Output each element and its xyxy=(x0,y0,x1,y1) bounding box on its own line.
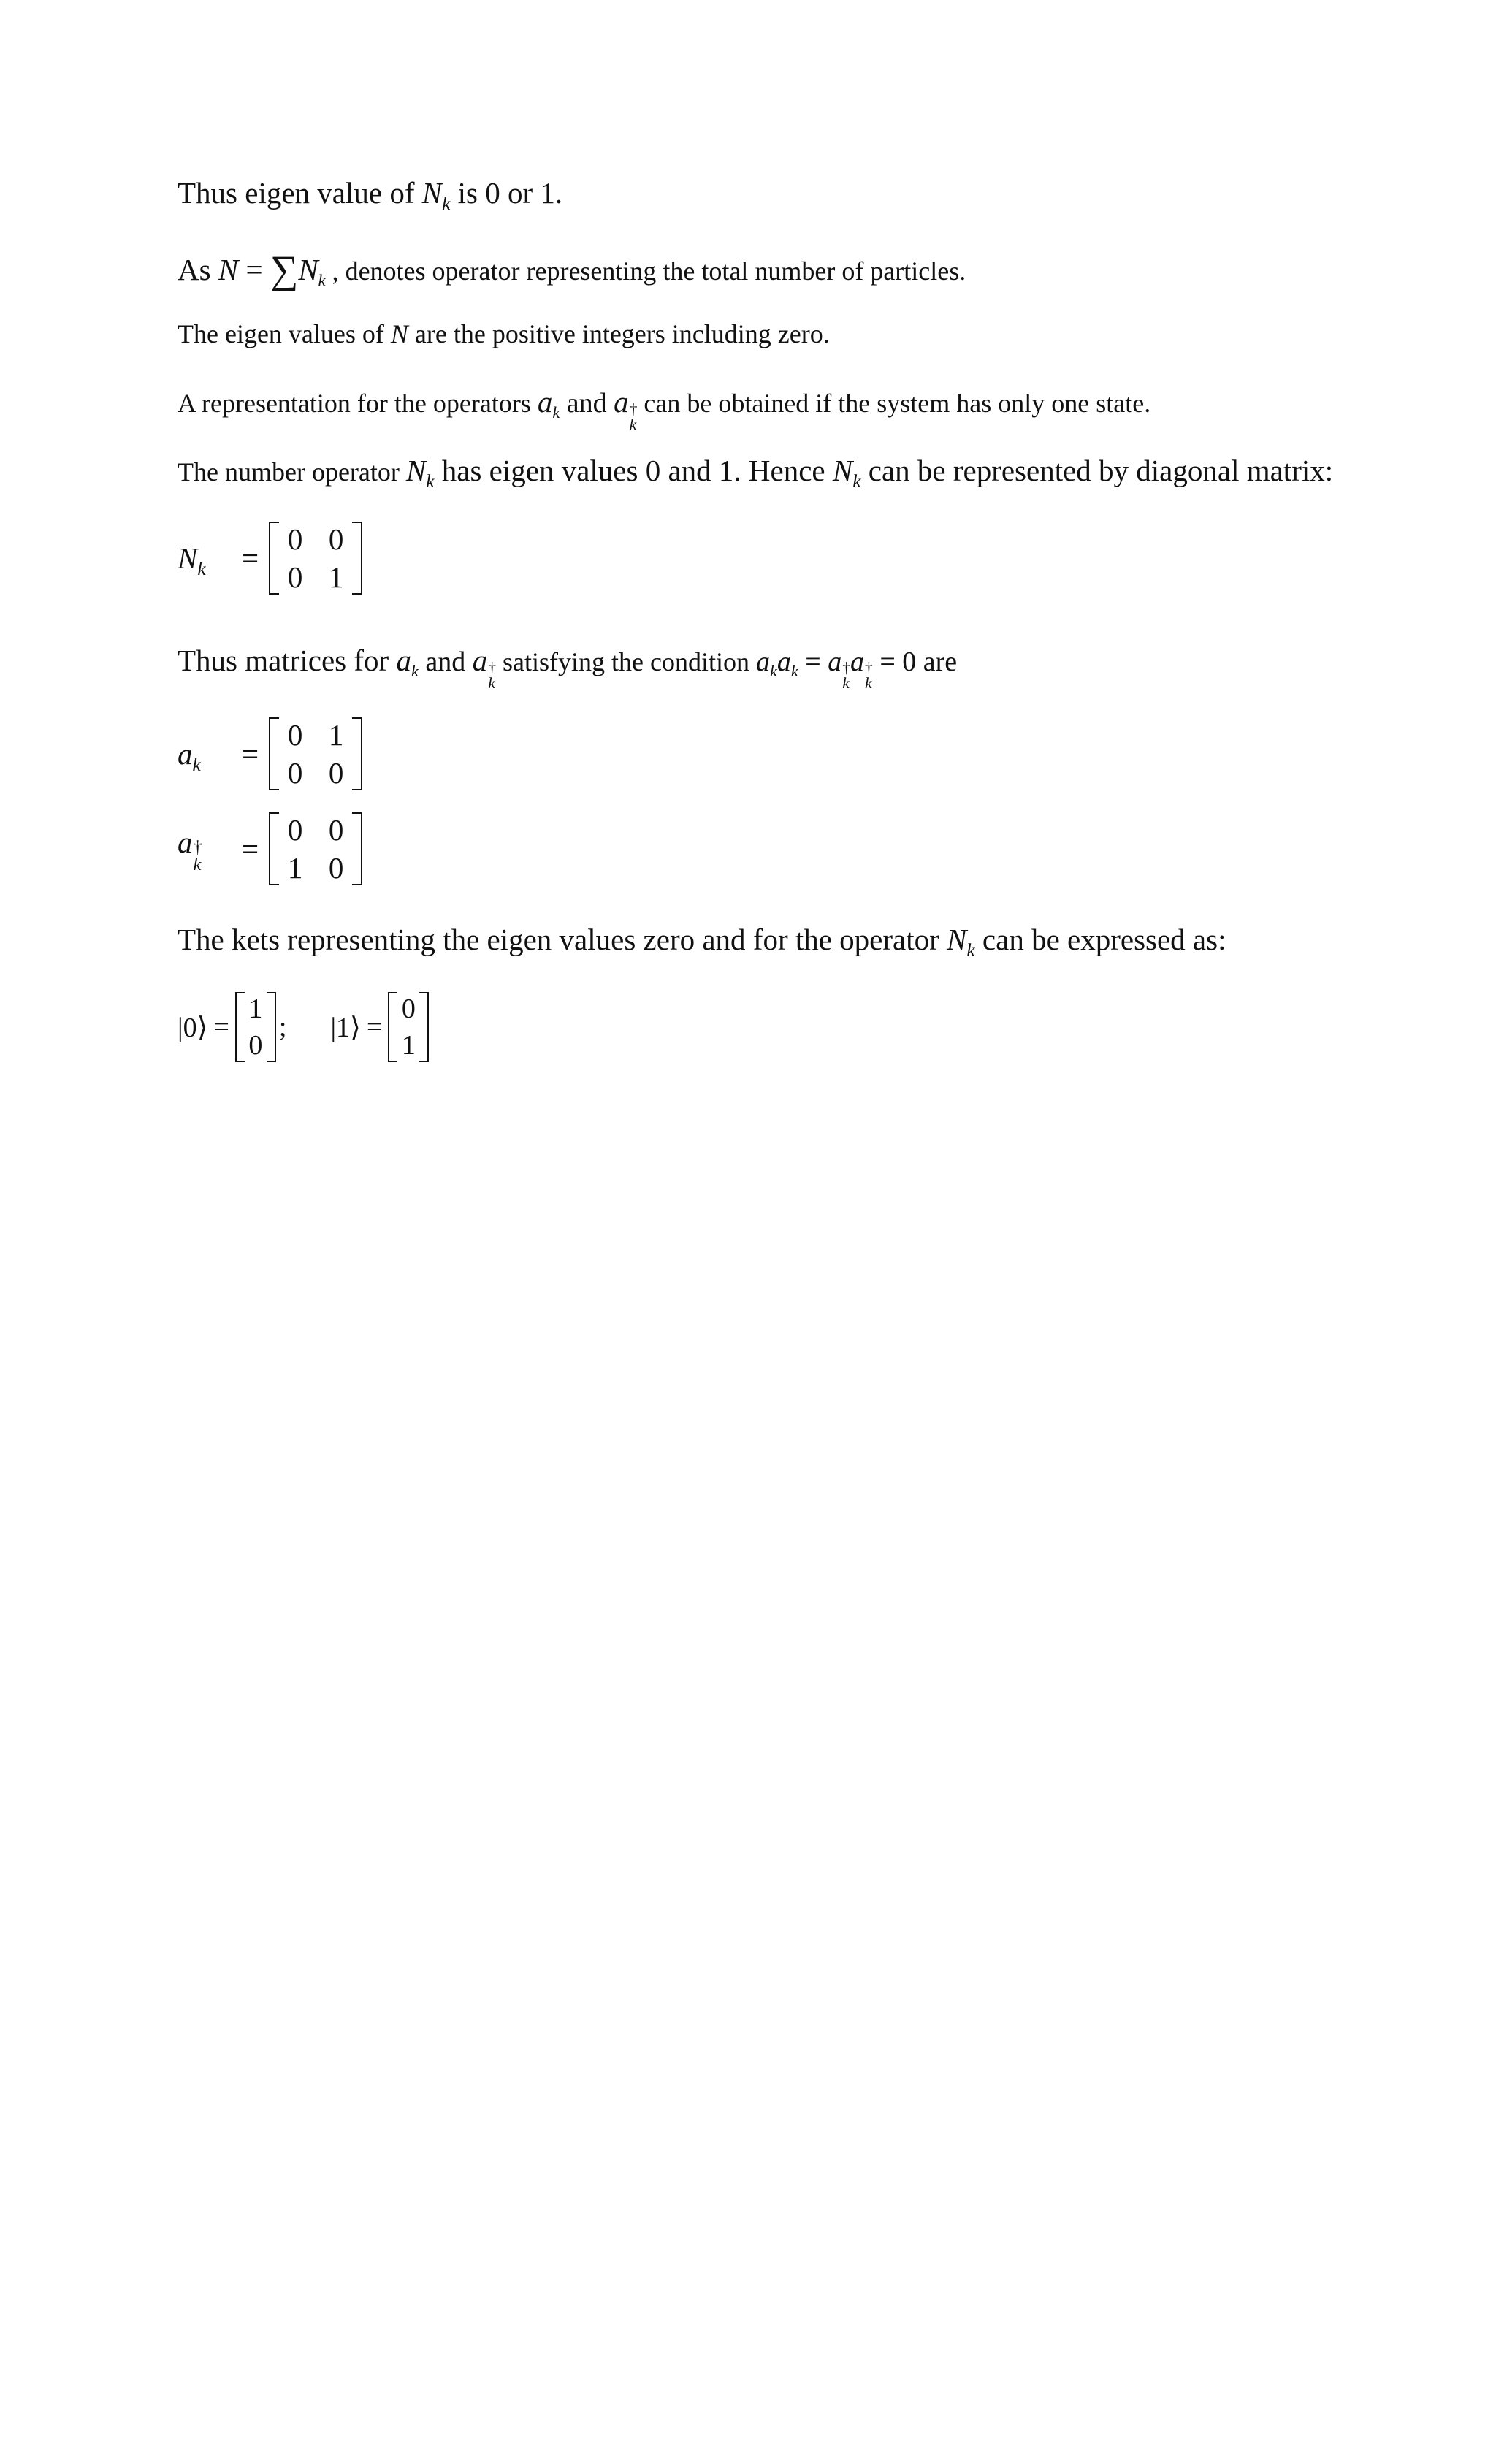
symbol-n: N xyxy=(421,176,443,210)
ket-zero: |0⟩ xyxy=(178,1012,208,1043)
dagger-k-script xyxy=(865,660,873,690)
matrix-ak xyxy=(269,716,362,792)
symbol-n: N xyxy=(218,253,239,286)
dagger-k-script xyxy=(630,402,638,432)
matrix-cell: 0 xyxy=(328,851,344,885)
text-span: , denotes operator representing the total number of particles. xyxy=(325,256,966,286)
text-span: is 0 or 1. xyxy=(450,176,563,210)
text-span: The eigen values of xyxy=(178,319,391,348)
vector-ket-one xyxy=(388,991,429,1064)
matrix-cell: 1 xyxy=(328,560,344,594)
matrix-nk xyxy=(269,520,362,596)
subscript-k: k xyxy=(842,674,850,692)
text-span: can be obtained if the system has only one state. xyxy=(637,389,1151,418)
subscript-k: k xyxy=(193,854,202,874)
text-span: Thus eigen value of xyxy=(178,176,422,210)
ket-one: |1⟩ xyxy=(330,1012,361,1043)
equals-sign: = xyxy=(242,541,259,575)
text-span: can be expressed as: xyxy=(974,923,1226,956)
matrix-cell: 1 xyxy=(287,851,303,885)
text-span: Thus matrices for xyxy=(178,644,397,677)
symbol-a: a xyxy=(614,385,629,419)
matrix-cell: 1 xyxy=(328,718,344,752)
vector-cell: 0 xyxy=(248,1030,263,1061)
symbol-a: a xyxy=(178,825,193,860)
text-eigenvalue-nk xyxy=(178,175,563,214)
text-representation xyxy=(178,384,1150,432)
text-span: A representation for the operators xyxy=(178,389,538,418)
dagger-k-script xyxy=(842,660,850,690)
subscript-k: k xyxy=(865,674,872,692)
dagger: † xyxy=(865,659,873,677)
sum-symbol: ∑ xyxy=(270,248,299,291)
matrix-cell: 0 xyxy=(287,756,303,790)
text-number-operator xyxy=(178,453,1334,492)
text-span: As xyxy=(178,253,218,286)
dagger: † xyxy=(488,659,497,677)
equation-lhs xyxy=(178,825,237,873)
symbol-a: a xyxy=(396,644,411,677)
matrix-cell: 0 xyxy=(287,813,303,847)
symbol-a: a xyxy=(178,737,193,771)
equation-lhs xyxy=(178,736,237,775)
equals-sign: = xyxy=(366,1012,383,1042)
matrix-ak-dagger xyxy=(269,811,362,887)
equation-lhs xyxy=(178,541,237,579)
subscript-k: k xyxy=(852,470,861,492)
symbol-a: a xyxy=(472,644,488,677)
subscript-k: k xyxy=(426,470,435,492)
subscript-k: k xyxy=(552,403,560,422)
dagger: † xyxy=(629,400,638,419)
text-total-number-operator xyxy=(178,244,966,289)
subscript-k: k xyxy=(318,270,326,289)
text-eigenvalues-n xyxy=(178,319,830,349)
dagger-k-script xyxy=(488,660,496,690)
text-span: = 0 are xyxy=(872,646,958,677)
subscript-k: k xyxy=(411,661,419,680)
vector-cell: 1 xyxy=(401,1030,416,1061)
equation-ak-dagger-matrix xyxy=(178,811,362,887)
subscript-k: k xyxy=(629,415,637,433)
equals-sign: = xyxy=(798,646,828,677)
subscript-k: k xyxy=(966,939,975,961)
subscript-k: k xyxy=(488,674,495,692)
subscript-k: k xyxy=(769,661,777,680)
equation-nk-matrix xyxy=(178,520,362,596)
symbol-a: a xyxy=(537,385,553,419)
subscript-k: k xyxy=(790,661,798,680)
matrix-cell: 0 xyxy=(287,560,303,594)
matrix-cell: 0 xyxy=(287,718,303,752)
text-span: can be represented by diagonal matrix: xyxy=(860,454,1334,487)
matrix-cell: 0 xyxy=(328,813,344,847)
equation-kets xyxy=(178,991,429,1064)
text-span: The number operator xyxy=(178,457,406,487)
vector-ket-zero xyxy=(235,991,276,1064)
symbol-n: N xyxy=(832,454,853,487)
vector-cell: 0 xyxy=(401,993,416,1024)
text-matrices-condition xyxy=(178,643,957,690)
vector-cell: 1 xyxy=(248,993,263,1024)
symbol-n: N xyxy=(178,541,198,575)
text-span: satisfying the condition xyxy=(496,647,756,676)
text-span: has eigen values 0 and 1. Hence xyxy=(434,454,833,487)
separator: ; xyxy=(278,1012,287,1042)
symbol-a: a xyxy=(828,646,842,677)
symbol-a: a xyxy=(776,646,791,677)
text-span: are the positive integers including zero. xyxy=(408,319,830,348)
subscript-k: k xyxy=(442,193,451,214)
equals-sign: = xyxy=(242,737,259,771)
dagger: † xyxy=(842,659,851,677)
equals-sign: = xyxy=(213,1012,229,1042)
subscript-k: k xyxy=(197,558,206,579)
text-span: The kets representing the eigen values zero and for the operator xyxy=(178,923,947,956)
symbol-n: N xyxy=(390,319,408,348)
symbol-a: a xyxy=(850,646,865,677)
symbol-n: N xyxy=(298,253,318,286)
matrix-cell: 0 xyxy=(328,522,344,556)
text-span: and xyxy=(418,646,473,677)
subscript-k: k xyxy=(192,754,201,775)
symbol-n: N xyxy=(405,454,427,487)
symbol-a: a xyxy=(755,646,770,677)
equals-sign: = xyxy=(242,832,259,866)
text-kets xyxy=(178,922,1226,961)
matrix-cell: 0 xyxy=(328,756,344,790)
symbol-n: N xyxy=(947,923,967,956)
dagger-k-script xyxy=(194,839,202,873)
dagger: † xyxy=(193,837,202,858)
equation-ak-matrix xyxy=(178,716,362,792)
matrix-cell: 0 xyxy=(287,522,303,556)
text-span: and xyxy=(560,388,614,419)
equals-sign: = xyxy=(238,253,270,286)
